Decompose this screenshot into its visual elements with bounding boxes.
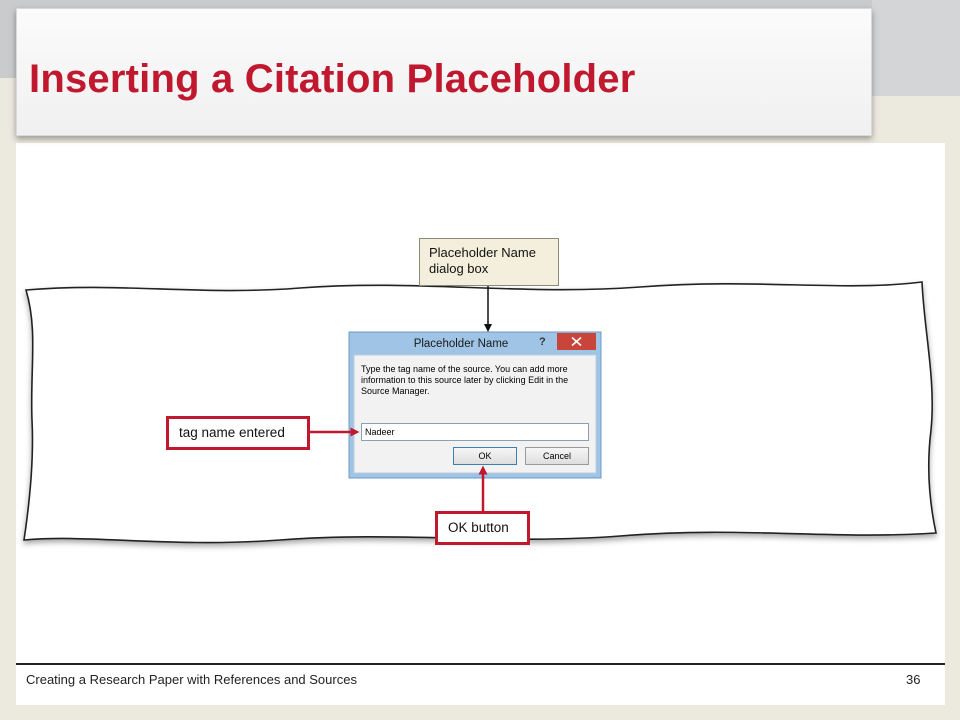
dialog-title: Placeholder Name <box>413 338 509 350</box>
tag-name-callout: tag name entered <box>166 416 310 450</box>
cancel-button[interactable]: Cancel <box>525 447 589 465</box>
page-number: 36 <box>906 672 921 687</box>
ok-button[interactable]: OK <box>453 447 517 465</box>
tag-name-input[interactable]: Nadeer <box>361 423 589 441</box>
footer-text: Creating a Research Paper with References and Sources <box>26 672 357 687</box>
dialog-description: Type the tag name of the source. You can add more information to this source later by clicking Edit in the Source Manager. <box>361 364 569 396</box>
ok-button-callout: OK button <box>435 511 530 545</box>
help-icon[interactable]: ? <box>539 336 546 348</box>
dialog-box-callout: Placeholder Name dialog box <box>419 238 559 286</box>
slide-title: Inserting a Citation Placeholder <box>29 57 636 101</box>
